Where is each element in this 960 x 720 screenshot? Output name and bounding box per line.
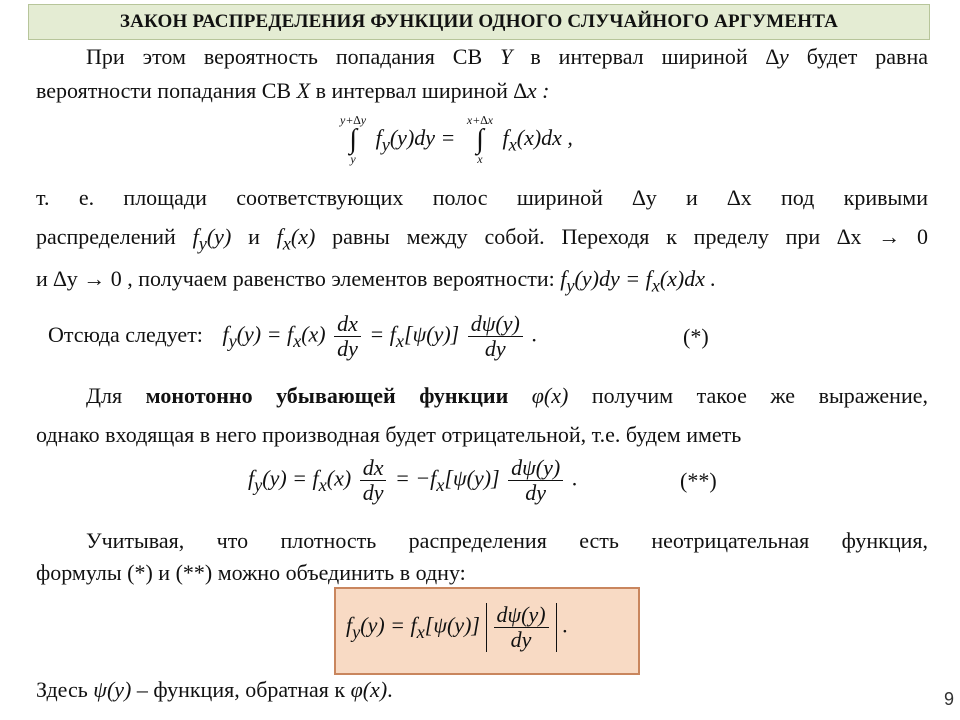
boxed-equation xyxy=(334,587,640,675)
numerator: dx xyxy=(334,312,361,337)
lower-limit: x xyxy=(477,152,483,166)
integral-right: x+∆x ∫ x xyxy=(466,113,493,166)
equation-integral xyxy=(340,114,573,166)
subscript: x xyxy=(318,474,327,495)
subscript: y xyxy=(352,621,361,642)
subscript: y xyxy=(566,275,575,296)
subscript: y xyxy=(228,330,237,351)
dot: . xyxy=(531,321,537,347)
subscript: x xyxy=(282,233,291,254)
subscript: x xyxy=(436,474,445,495)
text: и ∆y → 0 , получаем равенство элементов вероятности: xyxy=(36,266,561,291)
args: = f xyxy=(369,321,396,347)
text: равны между собой. Переходя к пределу при ∆x → 0 xyxy=(315,224,928,249)
equation-tag: (*) xyxy=(683,324,709,349)
equation-combined xyxy=(346,603,568,652)
slide-title-text: ЗАКОН РАСПРЕДЕЛЕНИЯ ФУНКЦИИ ОДНОГО СЛУЧАЙНОГО АРГУМЕНТА xyxy=(119,11,839,32)
denominator: dy xyxy=(337,336,358,361)
para3-line2: однако входящая в него производная будет отрицательной, т.е. будем иметь xyxy=(36,422,742,447)
args: (y)dy = f xyxy=(574,266,652,291)
para2-line2 xyxy=(36,224,928,256)
args: (y) = f xyxy=(236,321,294,347)
numerator: dx xyxy=(360,456,387,481)
text: будет равна xyxy=(788,44,928,69)
func-f: f xyxy=(276,224,283,249)
numerator: dψ(y) xyxy=(508,456,563,481)
func-f: f xyxy=(346,612,353,638)
equation-tag: (**) xyxy=(680,468,717,493)
bracket-expr: [ψ(y)] xyxy=(404,321,460,347)
para4-line1: Учитывая, что плотность распределения есть неотрицательная функция, xyxy=(86,528,928,553)
slide-title xyxy=(28,4,930,40)
integral-left: y+∆y ∫ y xyxy=(340,113,367,166)
para3-line1 xyxy=(86,383,928,409)
text: Здесь xyxy=(36,677,94,702)
var-y: Y xyxy=(500,44,513,69)
dot: . xyxy=(571,465,578,491)
upper-limit: x+∆x xyxy=(466,113,493,127)
text: Для xyxy=(86,383,146,408)
numerator: dψ(y) xyxy=(468,312,523,337)
fraction xyxy=(468,312,523,361)
phi-x: φ(x) xyxy=(350,677,388,702)
fraction xyxy=(508,456,563,505)
text: получим такое же выражение, xyxy=(568,383,928,408)
para4-line2: формулы (*) и (**) можно объединить в одну: xyxy=(36,560,466,585)
func-f: f xyxy=(222,321,229,347)
numerator: dψ(y) xyxy=(494,603,549,628)
text: и xyxy=(231,224,277,249)
para1-line2 xyxy=(36,78,550,104)
args: (x) xyxy=(326,465,352,491)
var-x: X xyxy=(296,78,311,103)
func-f: f xyxy=(375,125,382,151)
denominator: dy xyxy=(525,480,547,505)
text: При этом вероятность попадания СВ xyxy=(86,44,501,69)
bracket-expr: [ψ(y)] xyxy=(424,612,480,638)
text: в интервал шириной xyxy=(512,44,766,69)
equation-label: Отсюда следует: xyxy=(48,321,203,347)
upper-limit: y+∆y xyxy=(340,113,367,127)
subscript: x xyxy=(651,275,660,296)
subscript: y xyxy=(198,233,207,254)
text: – функция, обратная к xyxy=(131,677,351,702)
para1-line1 xyxy=(86,44,928,70)
lower-limit: y xyxy=(350,152,356,166)
para2-line3 xyxy=(36,266,716,298)
bold-term: монотонно убывающей функции xyxy=(145,383,509,408)
fraction xyxy=(360,456,387,505)
delta-y: ∆y xyxy=(765,44,789,69)
args: (y) = f xyxy=(262,465,319,491)
subscript: y xyxy=(381,134,390,155)
fraction xyxy=(494,603,549,652)
func-f: f xyxy=(192,224,199,249)
func-f: f xyxy=(560,266,567,291)
dot: . xyxy=(562,612,568,638)
equation-double-star xyxy=(248,456,748,505)
args: (y) xyxy=(206,224,232,249)
args: (x) xyxy=(301,321,326,347)
subscript: x xyxy=(416,621,425,642)
psi-y: ψ(y) xyxy=(93,677,132,702)
absolute-value xyxy=(486,603,557,652)
text: . xyxy=(387,677,393,702)
subscript: x xyxy=(395,330,405,351)
denominator: dy xyxy=(484,336,506,361)
delta-x: ∆x : xyxy=(513,78,550,103)
denominator: dy xyxy=(362,480,384,505)
page-number: 9 xyxy=(943,689,954,709)
func-f: f xyxy=(502,125,509,151)
args: (y)dy = xyxy=(389,125,456,151)
text: в интервал шириной xyxy=(310,78,514,103)
args: = −f xyxy=(394,465,437,491)
subscript: x xyxy=(293,330,302,351)
text: вероятности попадания СВ xyxy=(36,78,297,103)
args: (x)dx . xyxy=(659,266,717,291)
equation-star xyxy=(48,312,748,361)
args: (x) xyxy=(290,224,316,249)
para2-line1: т. е. площади соответствующих полос шириной ∆y и ∆x под кривыми xyxy=(36,185,928,210)
fraction xyxy=(334,312,361,361)
args: (y) = f xyxy=(360,612,417,638)
func-f: f xyxy=(248,465,255,491)
bracket-expr: [ψ(y)] xyxy=(444,465,500,491)
subscript: y xyxy=(254,474,263,495)
args: (x)dx , xyxy=(516,125,573,151)
phi-x: φ(x) xyxy=(508,383,569,408)
denominator: dy xyxy=(510,627,532,652)
text: распределений xyxy=(36,224,193,249)
subscript: x xyxy=(508,134,517,155)
para5 xyxy=(36,677,393,703)
